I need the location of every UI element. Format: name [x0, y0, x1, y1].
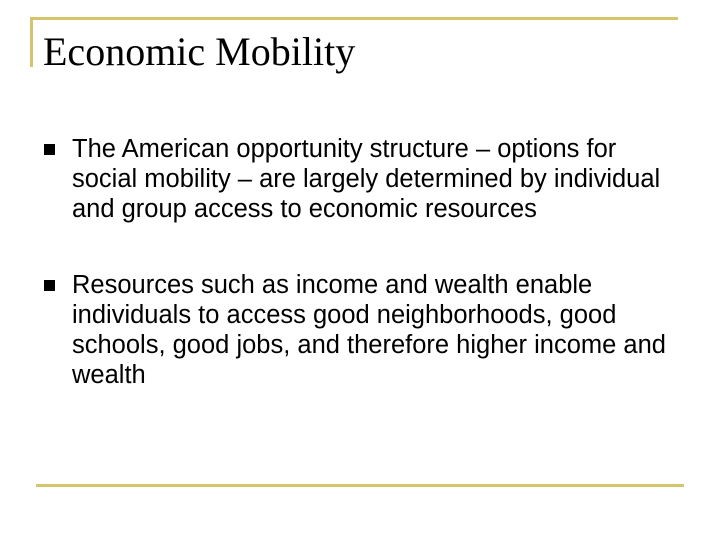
- square-bullet-icon: [44, 280, 55, 291]
- bullet-text: Resources such as income and wealth enable individuals to access good neighborhoods, good schools, good jobs, and therefore higher income and wealth: [72, 271, 666, 389]
- frame-left-line: [30, 17, 33, 67]
- slide-title: Economic Mobility: [43, 29, 356, 74]
- bullet-text: The American opportunity structure – options for social mobility – are largely determined by individual and group access to economic resources: [72, 135, 661, 223]
- square-bullet-icon: [44, 144, 55, 155]
- frame-bottom-line: [36, 484, 684, 487]
- bullet-item: [42, 134, 682, 224]
- frame-top-line: [30, 17, 678, 20]
- bullet-item: [42, 270, 682, 390]
- bullet-list: [42, 134, 682, 390]
